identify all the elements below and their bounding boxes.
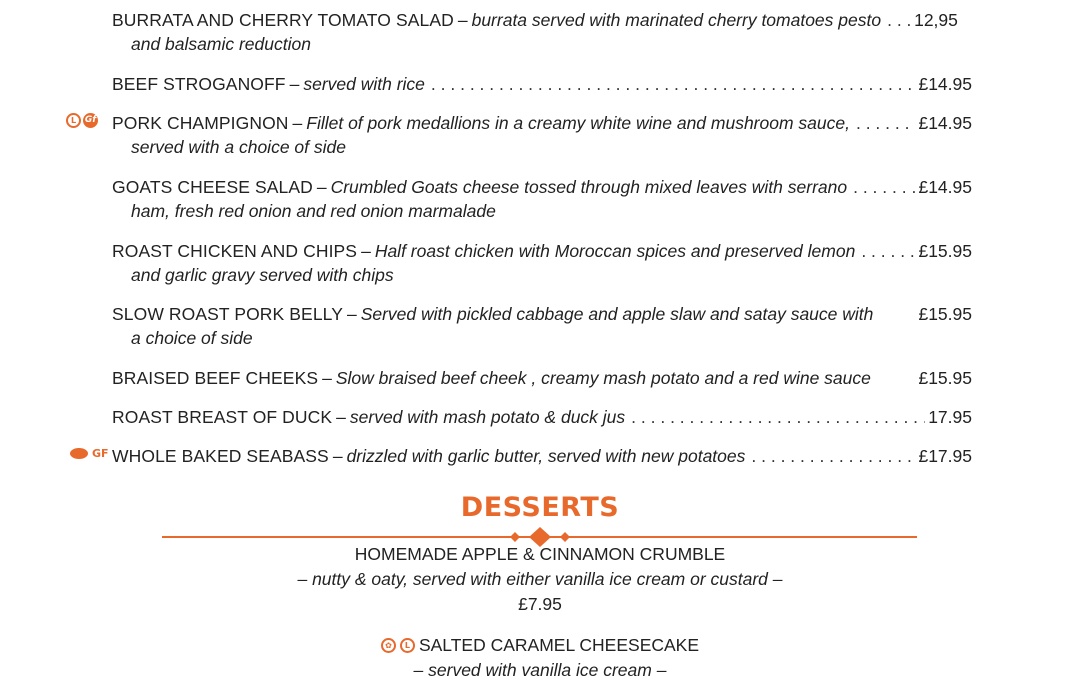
item-name: BEEF STROGANOFF (112, 74, 286, 94)
dot-leader (887, 8, 911, 32)
item-separator: – (336, 407, 346, 427)
item-separator: – (457, 10, 468, 30)
item-separator: – (361, 241, 371, 261)
item-description: burrata served with marinated cherry tomatoes pesto (471, 10, 882, 30)
item-name: WHOLE BAKED SEABASS (112, 446, 329, 466)
menu-item-beef-cheeks (112, 366, 972, 390)
item-description: served with rice (303, 74, 425, 94)
item-description: Crumbled Goats cheese tossed through mixed leaves with serrano (330, 177, 848, 197)
fish-icon (70, 448, 88, 459)
item-name: BURRATA AND CHERRY TOMATO SALAD (112, 10, 454, 30)
item-description: served with mash potato & duck jus (349, 407, 626, 427)
item-description: Served with pickled cabbage and apple slaw and satay sauce with (360, 304, 874, 324)
lactose-free-icon: L (400, 638, 415, 653)
menu-item-pork-belly (112, 302, 972, 350)
item-description-continued: ham, fresh red onion and red onion marmalade (131, 201, 496, 221)
item-price: £15.95 (918, 304, 972, 324)
item-description: drizzled with garlic butter, served with new potatoes (346, 446, 746, 466)
item-separator: – (316, 177, 327, 197)
dot-leader (631, 405, 925, 429)
item-price: £14.95 (918, 113, 972, 133)
dessert-name: SALTED CARAMEL CHEESECAKE (418, 635, 700, 655)
dot-leader (861, 239, 915, 263)
item-separator: – (292, 113, 303, 133)
item-description-continued: a choice of side (131, 328, 253, 348)
item-description-continued: and balsamic reduction (131, 34, 311, 54)
dessert-item-cheesecake (0, 630, 1080, 683)
dessert-description: – served with vanilla ice cream – (413, 660, 667, 680)
item-name: GOATS CHEESE SALAD (112, 177, 313, 197)
item-description: Slow braised beef cheek , creamy mash potato and a red wine sauce (335, 368, 871, 388)
dot-leader (751, 444, 915, 468)
item-price: 17.95 (928, 407, 972, 427)
dietary-badges (66, 113, 98, 128)
item-price: £17.95 (918, 446, 972, 466)
gluten-free-icon: Gf (83, 113, 98, 128)
dot-leader (853, 175, 915, 199)
menu-item-burrata (112, 8, 972, 56)
item-price: £15.95 (918, 368, 972, 388)
item-price: £14.95 (918, 177, 972, 197)
item-description: Half roast chicken with Moroccan spices and preserved lemon (374, 241, 856, 261)
item-description-continued: served with a choice of side (131, 137, 346, 157)
desserts-heading: DESSERTS (460, 492, 620, 523)
dot-leader (431, 72, 916, 96)
wheat-icon: ✿ (381, 638, 396, 653)
dessert-item-crumble (0, 542, 1080, 617)
dessert-price: £7.95 (518, 594, 562, 614)
menu-item-goats-cheese-salad (112, 175, 972, 223)
item-separator: – (322, 368, 332, 388)
dot-leader (856, 111, 915, 135)
menu-item-seabass (112, 444, 972, 468)
item-separator: – (289, 74, 300, 94)
item-description: Fillet of pork medallions in a creamy white wine and mushroom sauce, (306, 113, 850, 133)
gluten-free-label: GF (92, 447, 109, 460)
dietary-badges (70, 447, 109, 460)
item-price: £14.95 (918, 74, 972, 94)
menu-item-pork-champignon (112, 111, 972, 159)
menu-item-roast-chicken (112, 239, 972, 287)
item-name: SLOW ROAST PORK BELLY (112, 304, 343, 324)
item-separator: – (332, 446, 343, 466)
menu-item-beef-stroganoff (112, 72, 972, 96)
item-name: PORK CHAMPIGNON (112, 113, 289, 133)
item-separator: – (346, 304, 357, 324)
dessert-name: HOMEMADE APPLE & CINNAMON CRUMBLE (354, 544, 726, 564)
item-price: 12,95 (914, 10, 958, 30)
item-price: £15.95 (918, 241, 972, 261)
item-description-continued: and garlic gravy served with chips (131, 265, 394, 285)
item-name: ROAST BREAST OF DUCK (112, 407, 333, 427)
dessert-description: – nutty & oaty, served with either vanilla ice cream or custard – (297, 569, 783, 589)
menu-item-duck (112, 405, 972, 429)
lactose-free-icon: L (66, 113, 81, 128)
item-name: ROAST CHICKEN AND CHIPS (112, 241, 358, 261)
item-name: BRAISED BEEF CHEEKS (112, 368, 319, 388)
